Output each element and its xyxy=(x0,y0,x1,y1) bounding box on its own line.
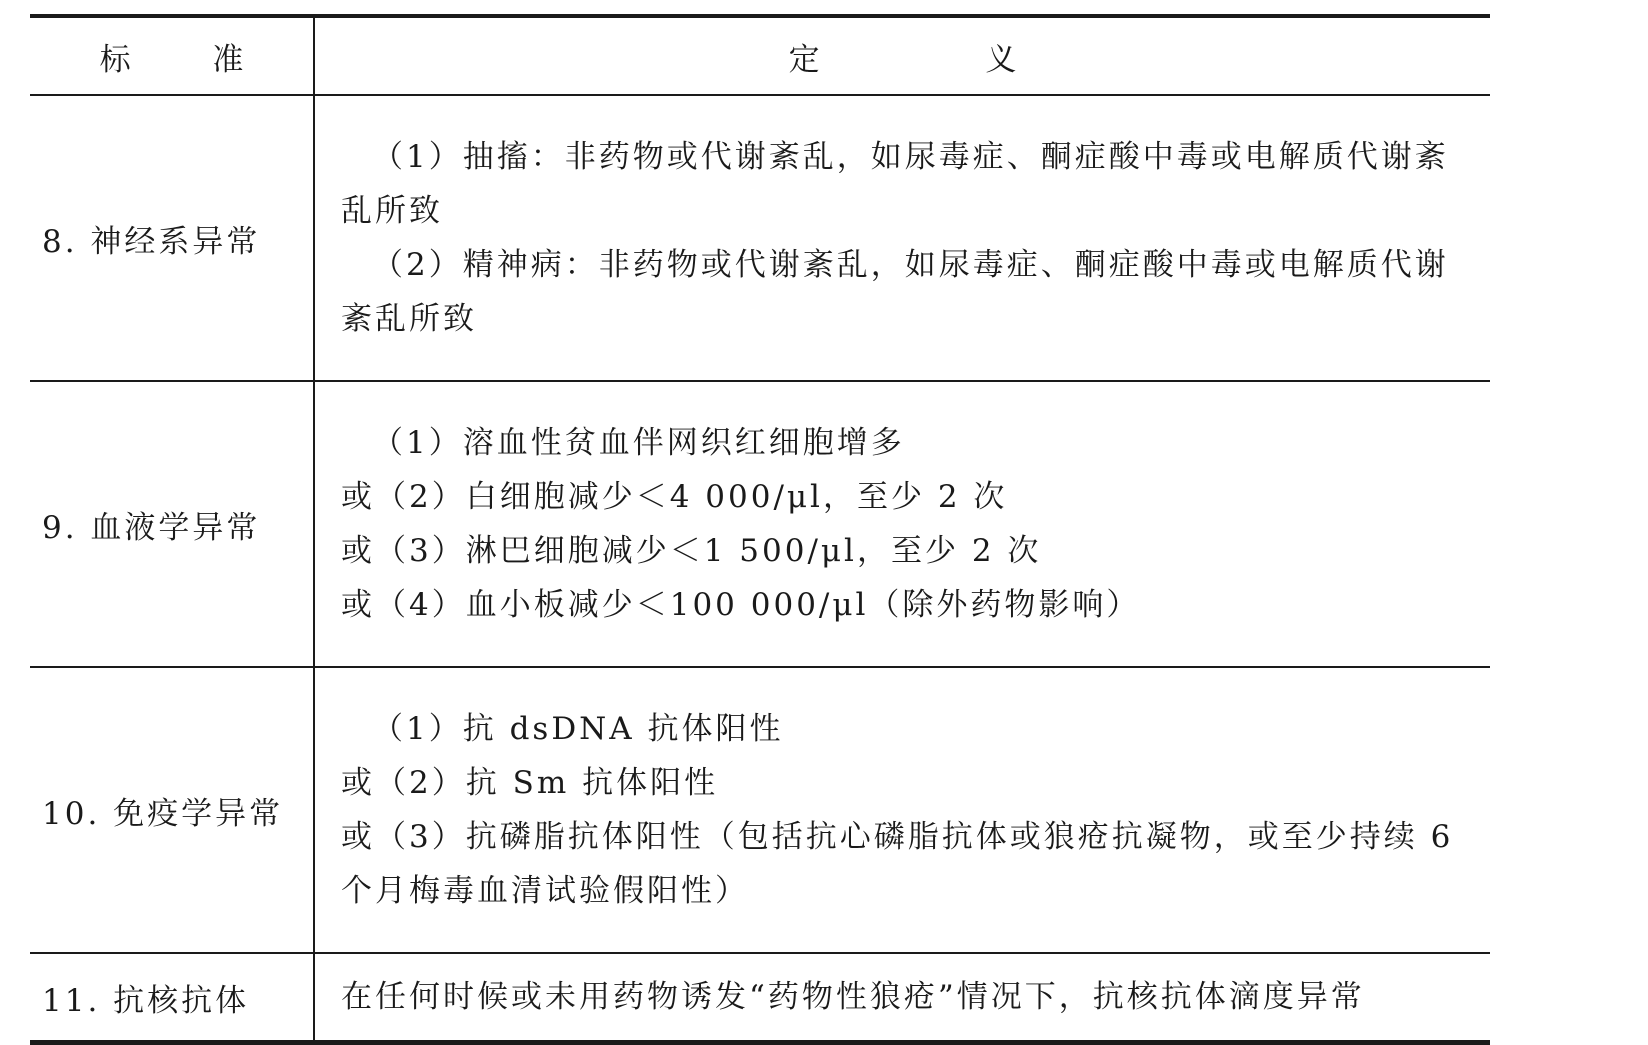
definition-line: 或（3）淋巴细胞减少＜1 500/μl，至少 2 次 xyxy=(341,533,1042,569)
definition-cell xyxy=(314,667,1490,953)
definition-cell xyxy=(314,381,1490,667)
definition-line: （1）溶血性贫血伴网织红细胞增多 xyxy=(372,425,905,461)
table-row xyxy=(30,95,1490,381)
header-row xyxy=(30,16,1490,95)
criteria-table-container xyxy=(30,14,1490,1045)
header-definition: 定 义 xyxy=(788,41,1095,78)
definition-line: （1）抽搐：非药物或代谢紊乱，如尿毒症、酮症酸中毒或电解质代谢紊乱所致 xyxy=(341,139,1449,229)
definition-line: （2）精神病：非药物或代谢紊乱，如尿毒症、酮症酸中毒或电解质代谢紊乱所致 xyxy=(341,247,1449,337)
standard-cell: 9. 血液学异常 xyxy=(30,381,314,667)
definition-line: 或（4）血小板减少＜100 000/μl（除外药物影响） xyxy=(341,587,1141,623)
header-standard: 标 准 xyxy=(30,16,314,95)
criteria-table xyxy=(30,14,1490,1045)
table-row xyxy=(30,953,1490,1043)
table-row xyxy=(30,381,1490,667)
definition-line: 或（2）白细胞减少＜4 000/μl，至少 2 次 xyxy=(341,479,1008,515)
table-body xyxy=(30,95,1490,1043)
table-row xyxy=(30,667,1490,953)
standard-cell: 11. 抗核抗体 xyxy=(30,953,314,1043)
definition-line: 在任何时候或未用药物诱发“药物性狼疮”情况下，抗核抗体滴度异常 xyxy=(341,979,1365,1015)
definition-cell xyxy=(314,95,1490,381)
table-header xyxy=(30,16,1490,95)
definition-cell xyxy=(314,953,1490,1043)
standard-cell: 10. 免疫学异常 xyxy=(30,667,314,953)
standard-cell: 8. 神经系异常 xyxy=(30,95,314,381)
definition-line: （1）抗 dsDNA 抗体阳性 xyxy=(372,711,784,747)
definition-line: 或（3）抗磷脂抗体阳性（包括抗心磷脂抗体或狼疮抗凝物，或至少持续 6 个月梅毒血清试验假阳性） xyxy=(341,819,1454,909)
definition-line: 或（2）抗 Sm 抗体阳性 xyxy=(341,765,719,801)
